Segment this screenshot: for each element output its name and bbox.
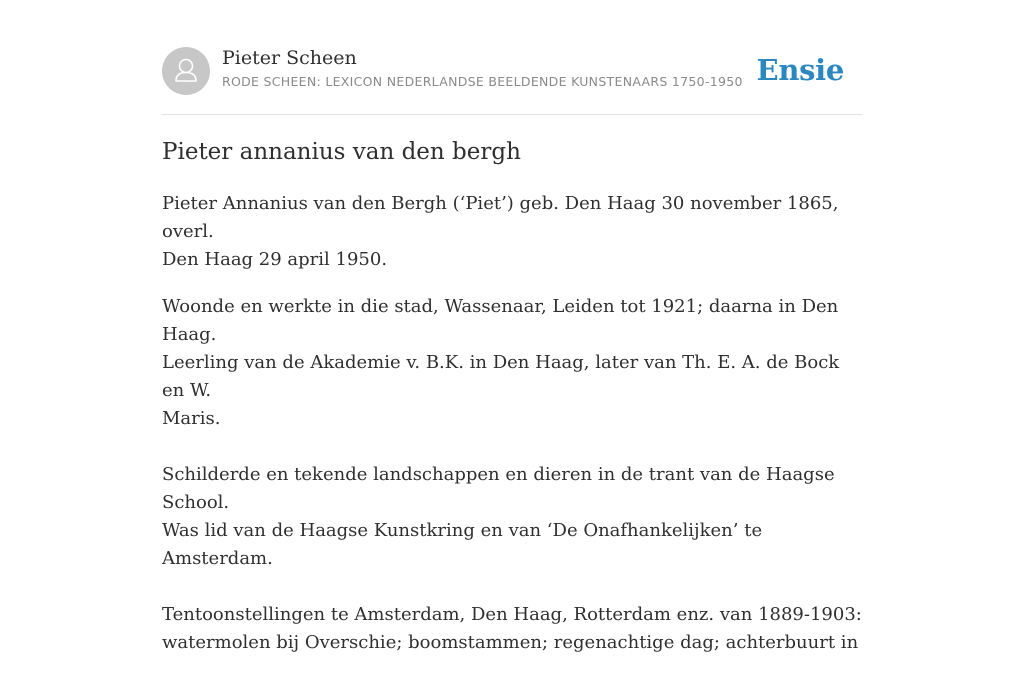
paragraph-line: Maris. (162, 408, 221, 429)
article-paragraph (162, 190, 866, 274)
article-content (162, 136, 866, 676)
paragraph-line: watermolen bij Overschie; boomstammen; regenachtige dag; achterbuurt in (162, 632, 859, 653)
paragraph-line: Tentoonstellingen te Amsterdam, Den Haag, Rotterdam enz. van 1889-1903: (162, 604, 862, 625)
paragraph-line: Was lid van de Haagse Kunstkring en van ‘De Onafhankelijken’ te Amsterdam. (162, 520, 763, 569)
paragraph-line: Leerling van de Akademie v. B.K. in Den Haag, later van Th. E. A. de Bock en W. (162, 352, 840, 401)
avatar[interactable] (162, 47, 210, 95)
paragraph-line: Pieter Annanius van den Bergh (‘Piet’) geb. Den Haag 30 november 1865, overl. (162, 193, 839, 242)
user-icon (162, 47, 210, 95)
paragraph-line: Schilderde en tekende landschappen en dieren in de trant van de Haagse School. (162, 464, 835, 513)
paragraph-line: Den Haag 29 april 1950. (162, 249, 388, 270)
article-paragraph (162, 461, 866, 573)
page-title: Pieter annanius van den bergh (162, 139, 521, 165)
author-name-link[interactable]: Pieter Scheen (222, 47, 357, 69)
article-paragraph (162, 601, 866, 657)
paragraph-line: Woonde en werkte in die stad, Wassenaar, Leiden tot 1921; daarna in Den Haag. (162, 296, 839, 345)
article-paragraph (162, 293, 866, 433)
source-label[interactable]: RODE SCHEEN: LEXICON NEDERLANDSE BEELDENDE KUNSTENAARS 1750-1950 (222, 74, 743, 89)
article-header (162, 46, 862, 115)
ensie-logo[interactable]: Ensie (756, 53, 844, 87)
